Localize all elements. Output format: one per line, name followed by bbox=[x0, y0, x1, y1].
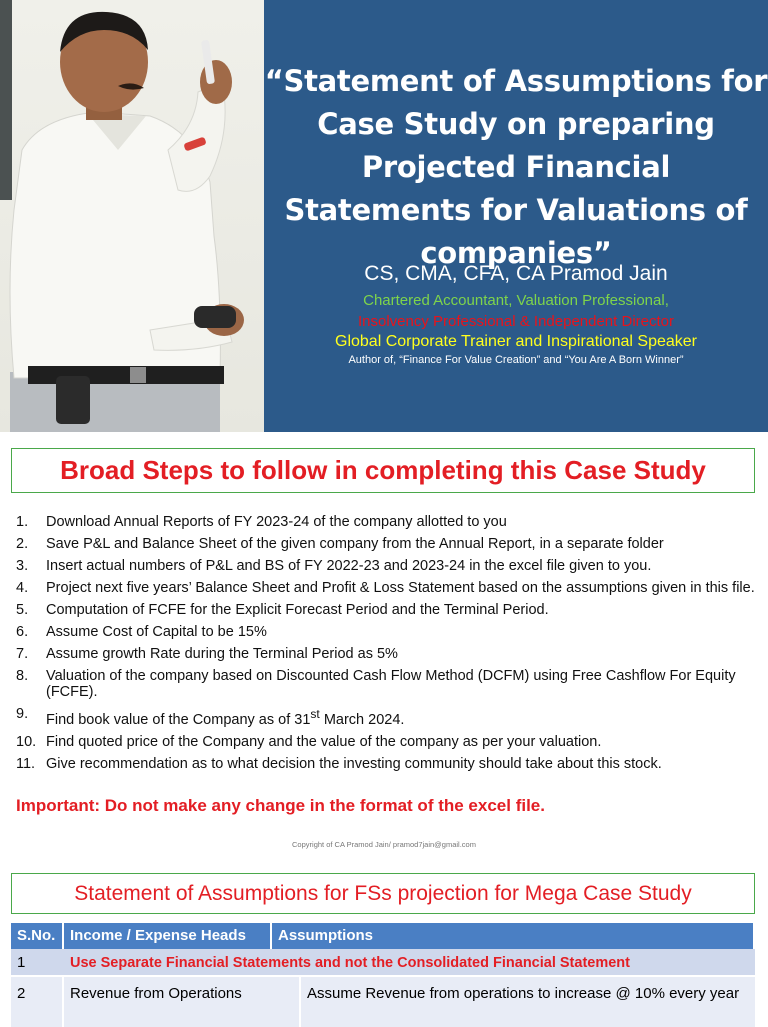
step-item bbox=[16, 514, 756, 530]
credential-line-2: Insolvency Professional & Independent Director bbox=[357, 313, 674, 330]
step-text: Download Annual Reports of FY 2023-24 of the company allotted to you bbox=[46, 514, 507, 530]
step-text: Computation of FCFE for the Explicit Forecast Period and the Terminal Period. bbox=[46, 602, 549, 618]
step-item bbox=[16, 580, 756, 596]
step-number: 2. bbox=[16, 536, 29, 552]
credential-line-3: Global Corporate Trainer and Inspirational Speaker bbox=[335, 333, 697, 350]
steps-heading-box bbox=[11, 448, 755, 493]
step-text bbox=[46, 706, 404, 728]
step-item bbox=[16, 602, 756, 618]
step-item bbox=[16, 624, 756, 640]
photo-background-panel bbox=[0, 0, 12, 200]
presenter-name: CS, CMA, CFA, CA Pramod Jain bbox=[364, 262, 668, 285]
step-text: Find quoted price of the Company and the value of the company as per your valuation. bbox=[46, 733, 602, 750]
step-item bbox=[16, 558, 756, 574]
step-text: Insert actual numbers of P&L and BS of FY 2022-23 and 2023-24 in the excel file given to you. bbox=[46, 558, 652, 574]
step-number: 10. bbox=[16, 733, 37, 750]
step-number: 8. bbox=[16, 668, 29, 684]
step-text-after: March 2024. bbox=[319, 711, 405, 728]
presenter-figure bbox=[0, 0, 264, 432]
step-number: 11. bbox=[16, 755, 36, 772]
step-number: 4. bbox=[16, 580, 29, 596]
step-item bbox=[16, 646, 756, 662]
presenter-photo bbox=[0, 0, 264, 432]
row-head: Revenue from Operations bbox=[64, 977, 301, 1027]
step-number: 5. bbox=[16, 602, 29, 618]
title-panel bbox=[264, 0, 768, 432]
header-assumptions: Assumptions bbox=[272, 923, 755, 949]
table-row bbox=[11, 949, 755, 977]
step-item bbox=[16, 668, 756, 700]
step-item bbox=[16, 536, 756, 552]
assumptions-heading: Statement of Assumptions for FSs projection for Mega Case Study bbox=[74, 882, 692, 905]
step-text: Valuation of the company based on Discounted Cash Flow Method (DCFM) using Free Cashflow For Equity (FCFE). bbox=[46, 668, 736, 700]
row-sno: 1 bbox=[17, 954, 26, 971]
row-assumption: Assume Revenue from operations to increase @ 10% every year bbox=[307, 985, 740, 1002]
step-item bbox=[16, 734, 756, 750]
step-number: 7. bbox=[16, 646, 29, 662]
step-item bbox=[16, 756, 756, 772]
step-text-before: Find book value of the Company as of 31 bbox=[46, 711, 311, 728]
header-sno: S.No. bbox=[11, 923, 64, 949]
row-sno: 2 bbox=[11, 977, 64, 1027]
important-note: Important: Do not make any change in the format of the excel file. bbox=[16, 796, 545, 815]
step-text: Assume growth Rate during the Terminal Period as 5% bbox=[46, 646, 398, 662]
header-heads: Income / Expense Heads bbox=[64, 923, 272, 949]
step-text: Give recommendation as to what decision the investing community should take about this stock. bbox=[46, 755, 662, 772]
step-number: 1. bbox=[16, 514, 29, 530]
step-text: Save P&L and Balance Sheet of the given company from the Annual Report, in a separate folder bbox=[46, 536, 664, 552]
step-item bbox=[16, 706, 756, 728]
table-header-row bbox=[11, 923, 755, 949]
assumptions-table bbox=[11, 923, 755, 1027]
author-line: Author of, “Finance For Value Creation” and “You Are A Born Winner” bbox=[348, 354, 684, 366]
presentation-title: “Statement of Assumptions for Case Study on preparing Projected Financial Statements for Valuations of companies” bbox=[264, 64, 768, 270]
steps-list bbox=[16, 514, 756, 778]
step-number: 6. bbox=[16, 624, 29, 640]
step-number: 9. bbox=[16, 706, 29, 722]
assumptions-heading-box bbox=[11, 873, 755, 914]
row-merged-text: Use Separate Financial Statements and not the Consolidated Financial Statement bbox=[70, 955, 630, 971]
table-row bbox=[11, 977, 755, 1027]
step-text: Assume Cost of Capital to be 15% bbox=[46, 624, 267, 640]
step-number: 3. bbox=[16, 558, 29, 574]
title-banner bbox=[0, 0, 768, 432]
step-superscript: st bbox=[310, 707, 320, 721]
copyright-line: Copyright of CA Pramod Jain/ pramod7jain@gmail.com bbox=[292, 840, 476, 849]
step-text: Project next five years’ Balance Sheet and Profit & Loss Statement based on the assumptions given in this file. bbox=[46, 580, 755, 596]
steps-heading: Broad Steps to follow in completing this Case Study bbox=[60, 455, 706, 485]
credential-line-1: Chartered Accountant, Valuation Professional, bbox=[363, 292, 669, 309]
